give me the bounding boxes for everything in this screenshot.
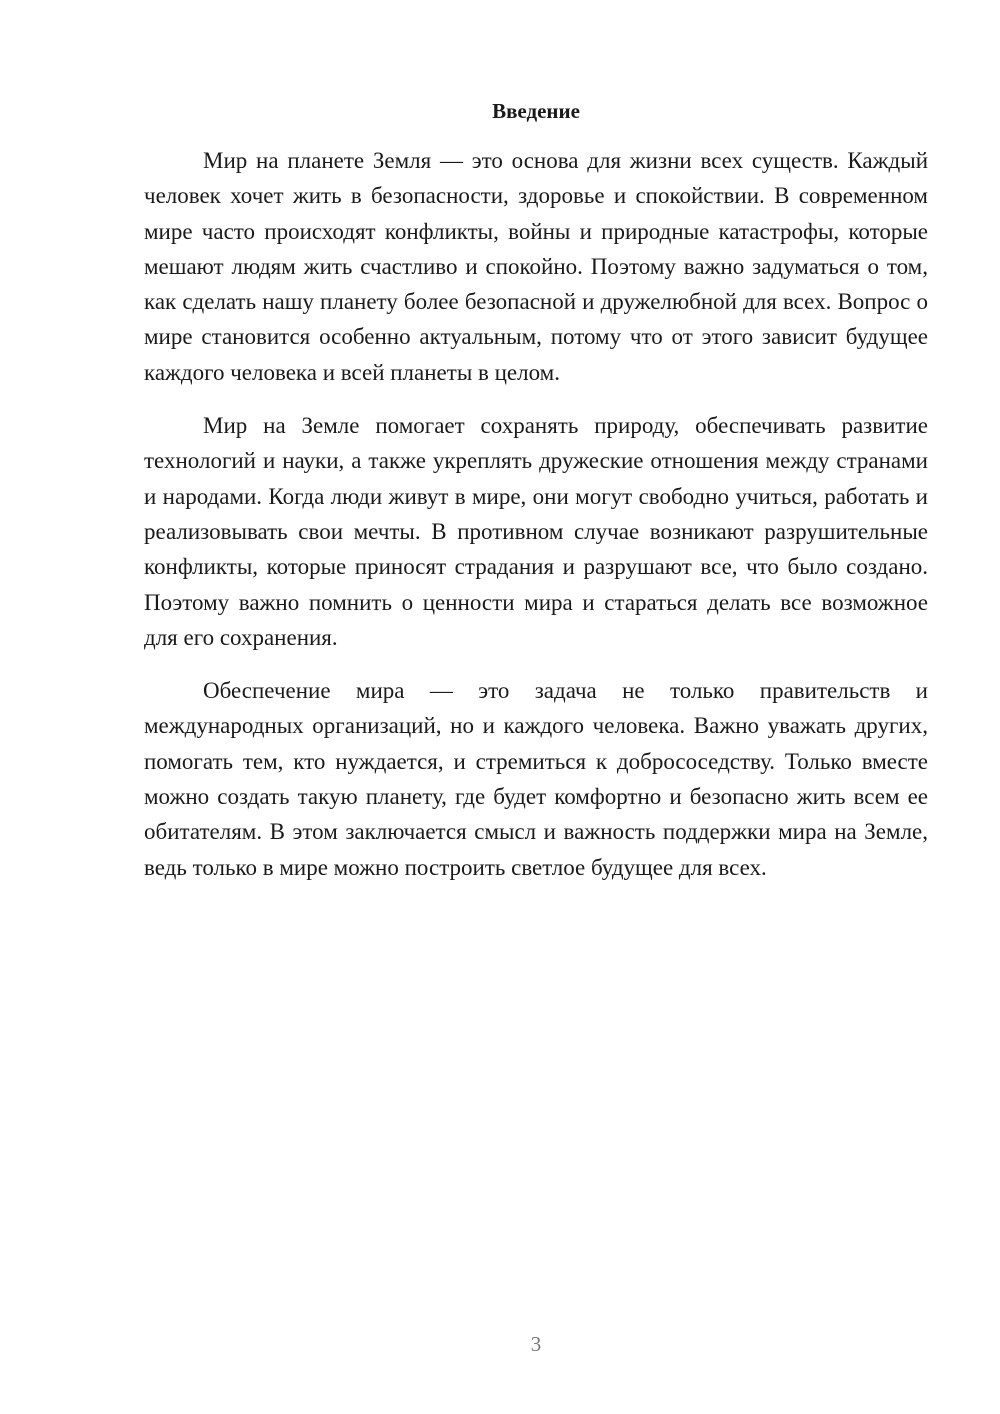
- paragraph-2: Мир на Земле помогает сохранять природу, обеспечивать развитие технологий и науки, а также укреплять дружеские отношения между странами и народами. Когда люди живут в мире, они могут свободно учиться, работать и реализовывать свои мечты. В противном случае возникают разрушительные конфликты, которые приносят страдания и разрушают все, что было создано. Поэтому важно помнить о ценности мира и стараться делать все возможное для его сохранения.: [144, 413, 928, 650]
- paragraph-1: Мир на планете Земля — это основа для жизни всех существ. Каждый человек хочет жить в безопасности, здоровье и спокойствии. В современном мире часто происходят конфликты, войны и природные катастрофы, которые мешают людям жить счастливо и спокойно. Поэтому важно задуматься о том, как сделать нашу планету более безопасной и дружелюбной для всех. Вопрос о мире становится особенно актуальным, потому что от этого зависит будущее каждого человека и всей планеты в целом.: [144, 148, 928, 385]
- paragraph-3: Обеспечение мира — это задача не только правительств и международных организаций, но и каждого человека. Важно уважать других, помогать тем, кто нуждается, и стремиться к добрососедству. Только вместе можно создать такую планету, где будет комфортно и безопасно жить всем ее обитателям. В этом заключается смысл и важность поддержки мира на Земле, ведь только в мире можно построить светлое будущее для всех.: [144, 678, 928, 880]
- page-number: 3: [530, 1332, 542, 1356]
- body-text: [144, 143, 928, 903]
- section-heading: Введение: [492, 99, 580, 123]
